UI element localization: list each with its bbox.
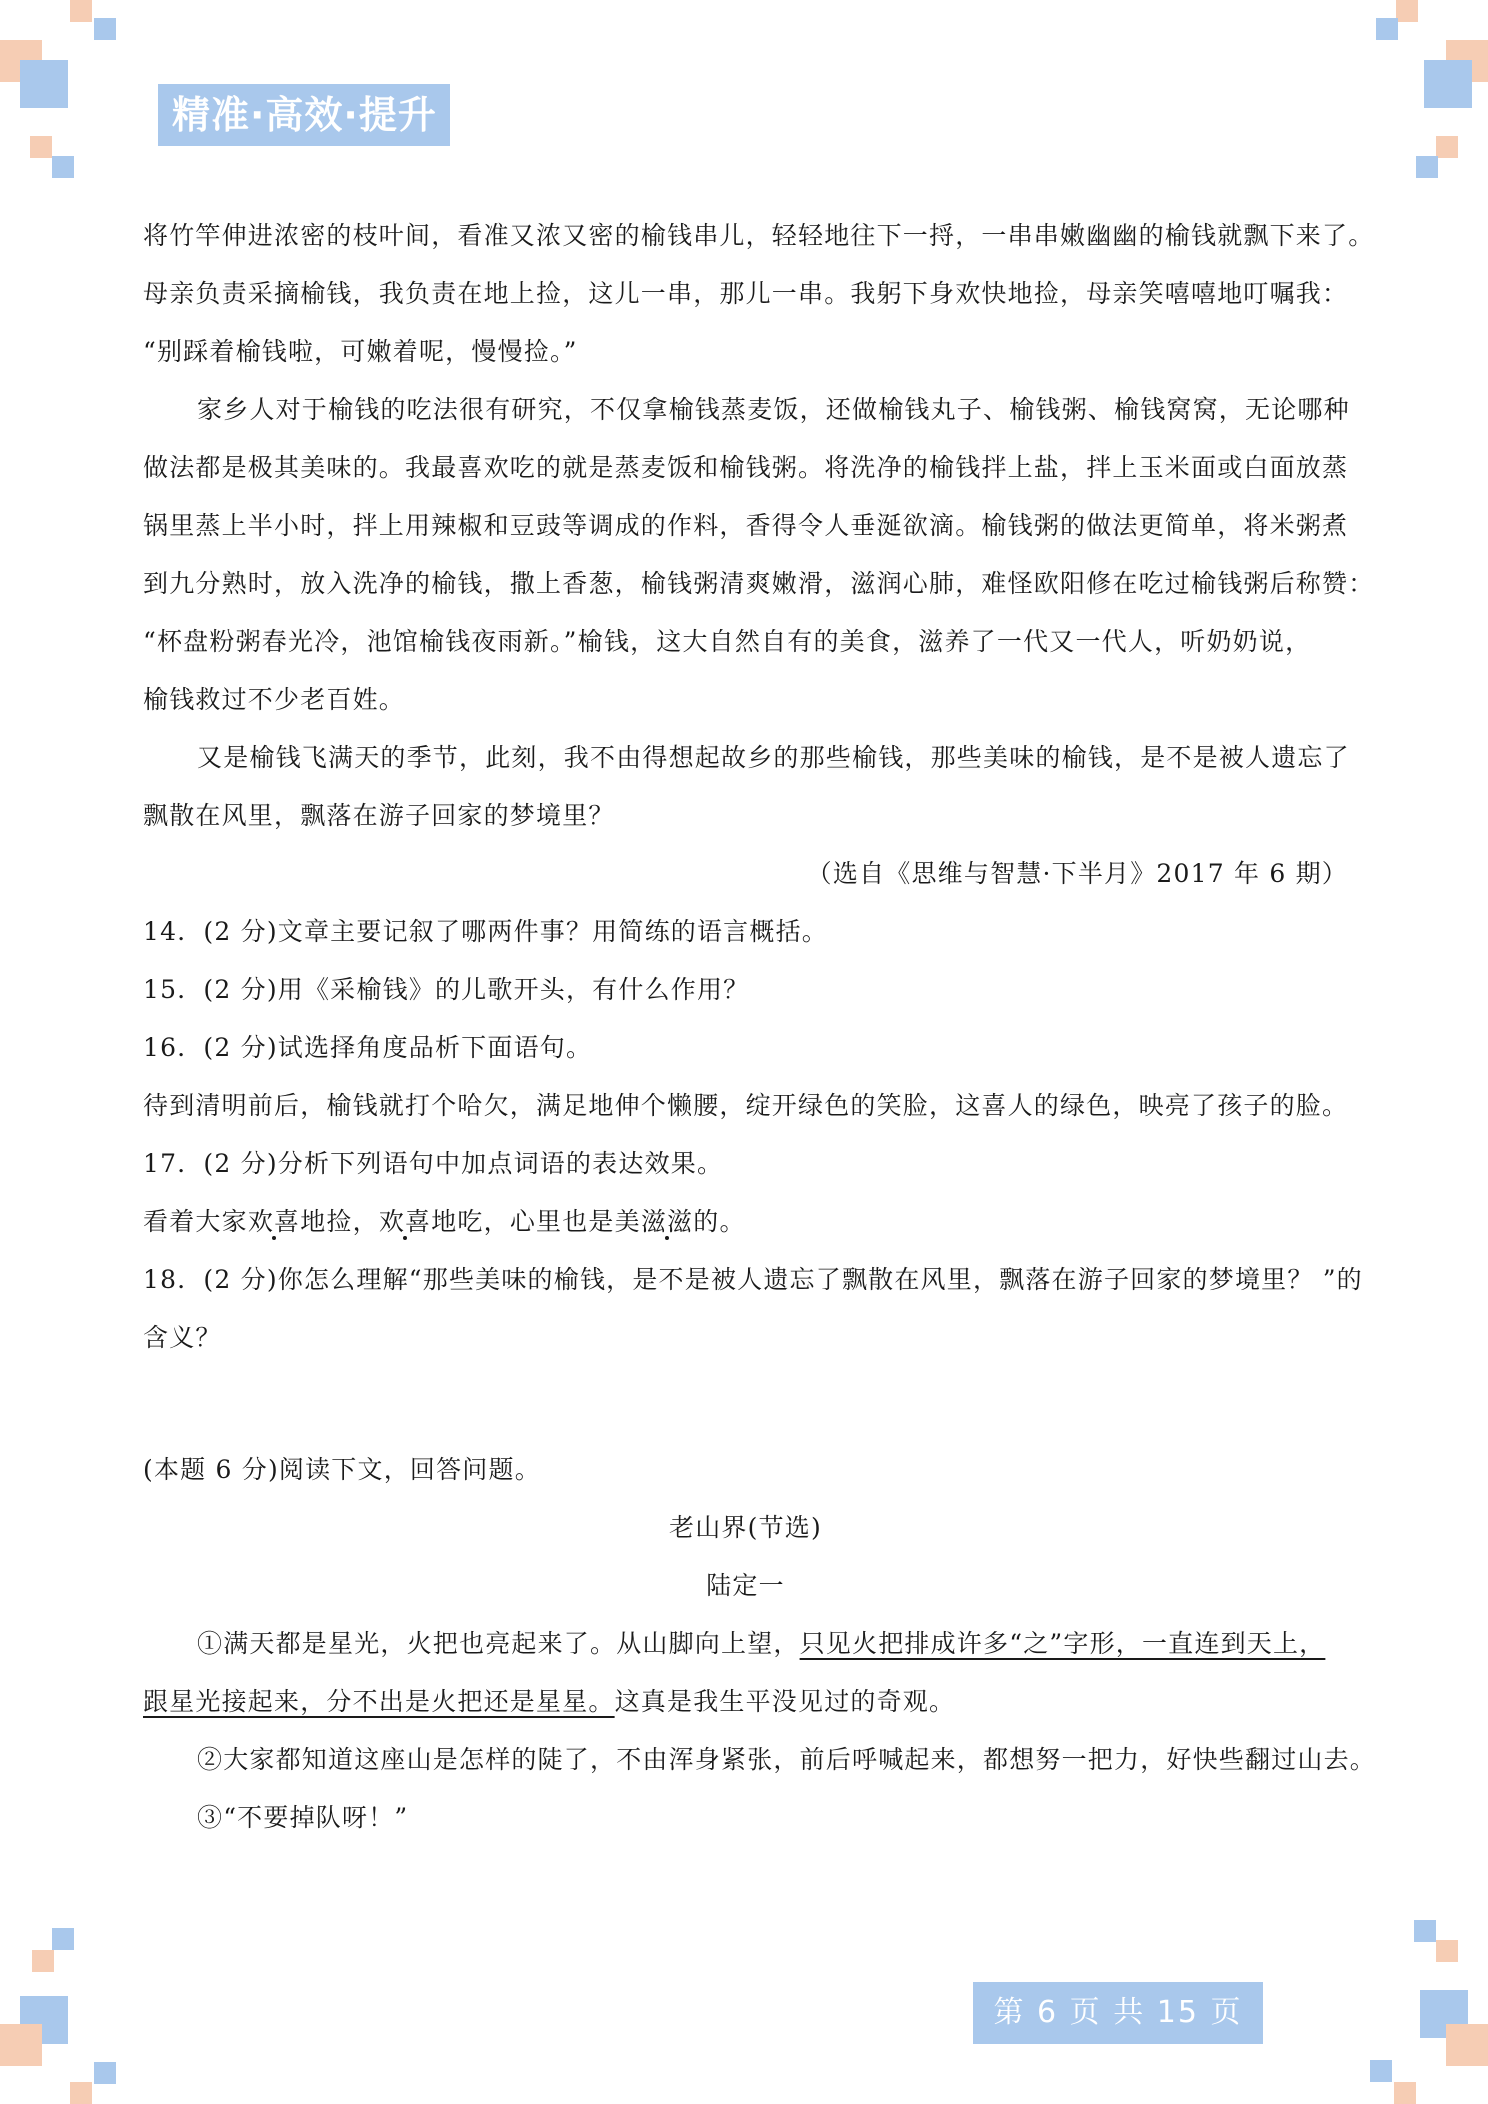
question-17: 17．(2 分)分析下列语句中加点词语的表达效果。 bbox=[143, 1149, 724, 1178]
dotted-word: 欢喜 bbox=[378, 1207, 432, 1236]
passage-line: “别踩着榆钱啦，可嫩着呢，慢慢捡。” bbox=[143, 337, 578, 366]
source-citation: （选自《思维与智慧·下半月》2017 年 6 期） bbox=[806, 859, 1348, 888]
dotted-word: 滋滋 bbox=[640, 1207, 694, 1236]
question-16: 16．(2 分)试选择角度品析下面语句。 bbox=[143, 1033, 593, 1062]
passage-line: 榆钱救过不少老百姓。 bbox=[143, 685, 406, 714]
paragraph-1: ①满天都是星光，火把也亮起来了。从山脚向上望，只见火把排成许多“之”字形，一直连到天上， bbox=[197, 1629, 1326, 1658]
passage-line: 做法都是极其美味的。我最喜欢吃的就是蒸麦饭和榆钱粥。将洗净的榆钱拌上盐，拌上玉米面或白面放蒸 bbox=[143, 453, 1349, 482]
passage-line: 家乡人对于榆钱的吃法很有研究，不仅拿榆钱蒸麦饭，还做榆钱丸子、榆钱粥、榆钱窝窝，无论哪种 bbox=[197, 395, 1350, 424]
paragraph-3: ③“不要掉队呀！” bbox=[197, 1803, 409, 1832]
paragraph-2: ②大家都知道这座山是怎样的陡了，不由浑身紧张，前后呼喊起来，都想努一把力，好快些翻过山去。 bbox=[197, 1745, 1377, 1774]
section-intro: (本题 6 分)阅读下文，回答问题。 bbox=[143, 1455, 541, 1484]
underlined-sentence: 只见火把排成许多“之”字形，一直连到天上， bbox=[799, 1629, 1326, 1658]
underlined-sentence: 跟星光接起来，分不出是火把还是星星。 bbox=[143, 1687, 615, 1716]
passage-line: 将竹竿伸进浓密的枝叶间，看准又浓又密的榆钱串儿，轻轻地往下一捋，一串串嫩幽幽的榆钱就飘下来了。 bbox=[143, 221, 1375, 250]
article-author: 陆定一 bbox=[706, 1571, 785, 1600]
passage-line: 到九分熟时，放入洗净的榆钱，撒上香葱，榆钱粥清爽嫩滑，滋润心肺，难怪欧阳修在吃过榆钱粥后称赞： bbox=[143, 569, 1375, 598]
passage-line: 飘散在风里，飘落在游子回家的梦境里？ bbox=[143, 801, 615, 830]
page-number: 第 6 页 共 15 页 bbox=[973, 1982, 1263, 2044]
question-18-continued: 含义？ bbox=[143, 1323, 222, 1352]
question-17-quote: 看着大家欢喜地捡，欢喜地吃，心里也是美滋滋的。 bbox=[143, 1207, 746, 1236]
question-15: 15．(2 分)用《采榆钱》的儿歌开头，有什么作用？ bbox=[143, 975, 750, 1004]
dotted-word: 欢喜 bbox=[247, 1207, 301, 1236]
passage-line: 又是榆钱飞满天的季节，此刻，我不由得想起故乡的那些榆钱，那些美味的榆钱，是不是被人遗忘了 bbox=[197, 743, 1350, 772]
passage-line: 锅里蒸上半小时，拌上用辣椒和豆豉等调成的作料，香得令人垂涎欲滴。榆钱粥的做法更简单，将米粥煮 bbox=[143, 511, 1349, 540]
question-16-quote: 待到清明前后，榆钱就打个哈欠，满足地伸个懒腰，绽开绿色的笑脸，这喜人的绿色，映亮了孩子的脸。 bbox=[143, 1091, 1349, 1120]
question-14: 14．(2 分)文章主要记叙了哪两件事？用简练的语言概括。 bbox=[143, 917, 828, 946]
article-title: 老山界(节选) bbox=[669, 1513, 822, 1542]
question-18: 18．(2 分)你怎么理解“那些美味的榆钱，是不是被人遗忘了飘散在风里，飘落在游子回家的梦境里？ ”的 bbox=[143, 1265, 1363, 1294]
paragraph-1-continued: 跟星光接起来，分不出是火把还是星星。这真是我生平没见过的奇观。 bbox=[143, 1687, 956, 1716]
header-banner: 精准·高效·提升 bbox=[158, 84, 450, 146]
passage-line: 母亲负责采摘榆钱，我负责在地上捡，这儿一串，那儿一串。我躬下身欢快地捡，母亲笑嘻嘻地叮嘱我： bbox=[143, 279, 1349, 308]
passage-line: “杯盘粉粥春光冷，池馆榆钱夜雨新。”榆钱，这大自然自有的美食，滋养了一代又一代人，听奶奶说， bbox=[143, 627, 1312, 656]
